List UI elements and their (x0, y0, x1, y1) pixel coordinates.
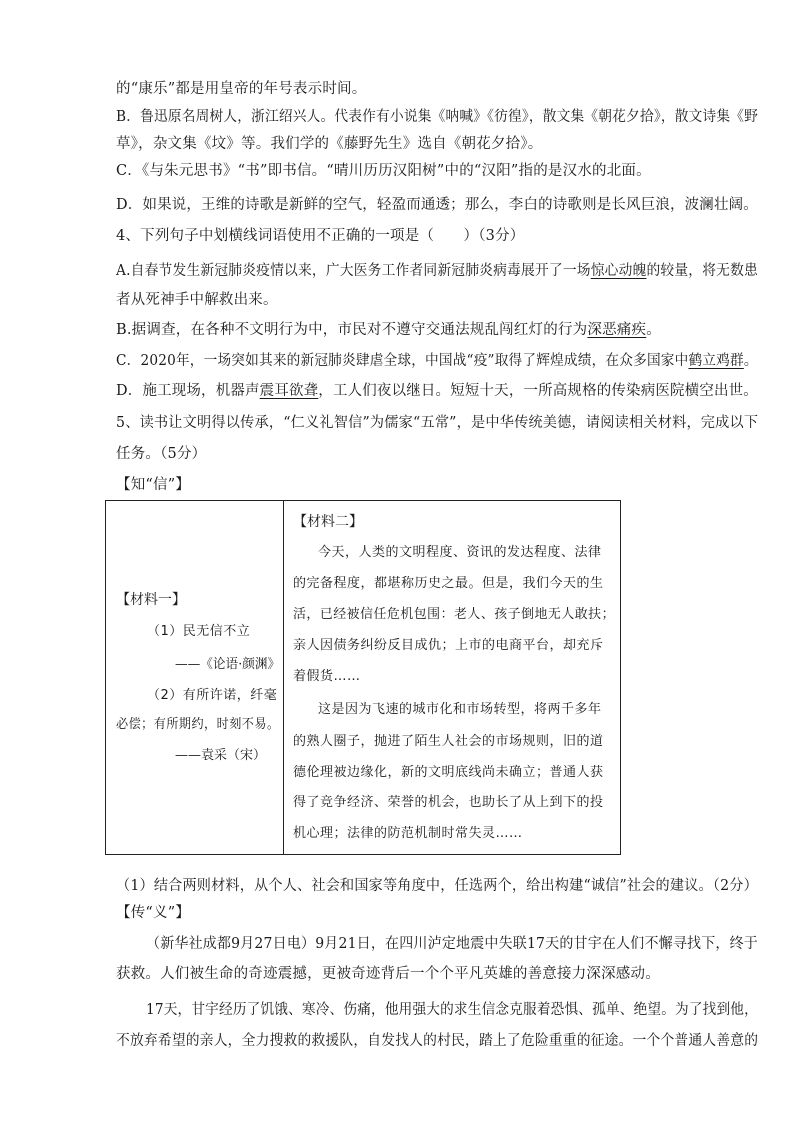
material-two-line: 得了竞争经济、荣誉的机会，也助长了从上到下的投 (293, 795, 604, 810)
material-two-line: 亲人因债务纠纷反目成仇；上市的电商平台，却充斥 (293, 638, 604, 653)
q5-stem-line1: 5、读书让文明得以传承，“仁义礼智信”为儒家“五常”，是中华传统美德，请阅读相关材料，完成以下 (116, 415, 759, 431)
table-divider (283, 500, 284, 855)
q4-option-b (116, 320, 661, 340)
section-zhi-xin: 【知“信”】 (116, 477, 191, 493)
section-chuan-yi: 【传“义”】 (116, 905, 191, 921)
q4-b-post: 。 (646, 322, 661, 338)
q5-stem-line2: 任务。（5分） (116, 446, 207, 462)
q4-c-underlined: 鹤立鸡群 (688, 353, 744, 369)
q4-d-underlined: 震耳欲聋 (259, 383, 319, 399)
material-two-title: 【材料二】 (293, 514, 363, 530)
q5-task1: （1）结合两则材料，从个人、社会和国家等角度中，任选两个，给出构建“诚信”社会的建议。（2分） (116, 878, 758, 894)
q4-a-post: 的较量，将无数患 (646, 263, 758, 279)
q4-a-underlined: 惊心动魄 (590, 263, 647, 279)
material-one-title: 【材料一】 (116, 592, 186, 608)
material-two-line: 着假货…… (293, 669, 361, 684)
q4-b-underlined: 深恶痛疾 (587, 322, 647, 338)
q4-option-c (116, 351, 758, 371)
news-paragraph2-line2: 不放弃希望的亲人，全力搜救的救援队，自发找人的村民，踏上了危险重重的征途。一个个普通人善意的 (116, 1033, 759, 1049)
q4-b-pre: B.据调查，在各种不文明行为中，市民对不遵守交通法规乱闯红灯的行为 (116, 322, 588, 338)
q4-option-d (116, 381, 758, 401)
q4-stem: 4、下列句子中划横线词语使用不正确的一项是（ ）（3分） (116, 228, 525, 244)
q3-option-c: C．《与朱元思书》“书”即书信。“晴川历历汉阳树”中的“汉阳”指的是汉水的北面。 (116, 163, 651, 179)
material-two-line: 的完备程度，都堪称历史之最。但是，我们今天的生 (293, 576, 604, 591)
q4-c-post: 。 (743, 353, 758, 369)
q4-d-pre: D．施工现场，机器声 (116, 383, 260, 399)
material-two-line: 活，已经被信任危机包围：老人、孩子倒地无人敢扶； (293, 607, 616, 622)
material-two-line: 这是因为飞速的城市化和市场转型，将两千多年 (318, 702, 602, 717)
q3-option-b-line2: 草》，杂文集《坟》等。我们学的《藤野先生》选自《朝花夕拾》。 (116, 136, 543, 152)
q3-option-d: D．如果说，王维的诗歌是新鲜的空气，轻盈而通透；那么，李白的诗歌则是长风巨浪，波澜壮阔。 (116, 197, 758, 213)
material-two-line: 德伦理被边缘化，新的文明底线尚未确立；普通人获 (293, 765, 604, 780)
material-one-line2: ——《论语·颜渊》 (175, 657, 281, 672)
q3-line-a-tail: 的“康乐”都是用皇帝的年号表示时间。 (116, 81, 367, 97)
material-one-line1: （1）民无信不立 (147, 624, 251, 639)
q4-a-pre: A.自春节发生新冠肺炎疫情以来，广大医务工作者同新冠肺炎病毒展开了一场 (116, 263, 591, 279)
q4-d-post: ，工人们夜以继日。短短十天，一所高规格的传染病医院横空出世。 (318, 383, 758, 399)
news-paragraph1-line2: 获救。人们被生命的奇迹震撼，更被奇迹背后一个个平凡英雄的善意接力深深感动。 (116, 966, 660, 982)
news-paragraph2-line1: 17天，甘宇经历了饥饿、寒冷、伤痛，他用强大的求生信念克服着恐惧、孤单、绝望。为了找到他， (146, 1002, 758, 1018)
news-paragraph1-line1: （新华社成都9月27日电）9月21日，在四川泸定地震中失联17天的甘宇在人们不懈寻找下，终于 (146, 936, 758, 952)
material-one-line3: （2）有所许诺，纤毫 (147, 688, 278, 703)
material-one-line5: ——袁采（宋） (175, 748, 267, 763)
q4-c-pre: C．2020年，一场突如其来的新冠肺炎肆虐全球，中国战“疫”取得了辉煌成绩，在众多国家中 (116, 353, 689, 369)
material-two-line: 机心理；法律的防范机制时常失灵…… (293, 826, 523, 841)
material-one-line4: 必偿；有所期约，时刻不易。 (116, 717, 280, 732)
q4-option-a-line2: 者从死神手中解救出来。 (116, 292, 278, 308)
material-two-line: 的熟人圈子，抛进了陌生人社会的市场规则，旧的道 (293, 734, 604, 749)
q4-option-a (116, 261, 758, 281)
material-two-line: 今天，人类的文明程度、资讯的发达程度、法律 (318, 545, 602, 560)
q3-option-b-line1: B．鲁迅原名周树人，浙江绍兴人。代表作有小说集《呐喊》《彷徨》，散文集《朝花夕拾》，散文诗集《野 (116, 109, 759, 125)
